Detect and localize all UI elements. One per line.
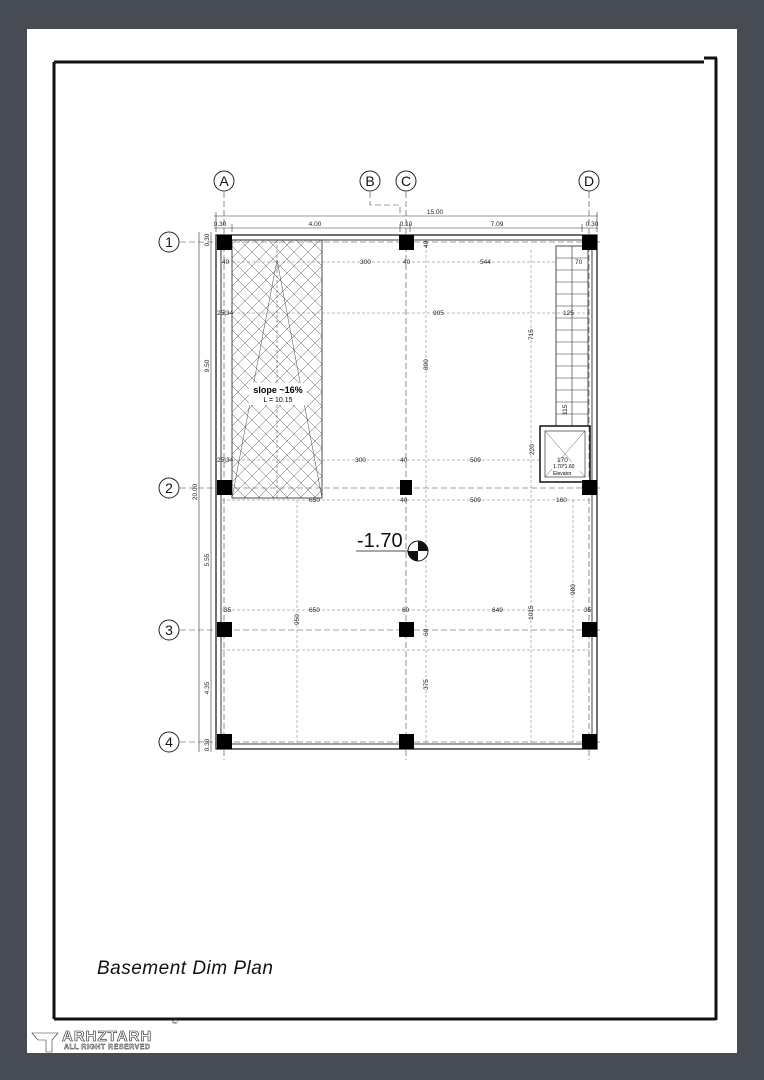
dim-int-18: 160 [556, 497, 567, 504]
column [217, 235, 232, 250]
dim-int-28: 980 [570, 584, 577, 595]
dim-int-26: 950 [294, 614, 301, 625]
logo-subtitle: ALL RIGHT RESERVED [64, 1044, 151, 1051]
dim-left-overall: 20.00 [192, 483, 199, 501]
ramp [232, 240, 322, 498]
dim-int-29: 375 [423, 679, 430, 690]
column [400, 480, 412, 495]
grid-column-A [214, 171, 234, 191]
dim-int-17: 509 [470, 497, 481, 504]
dim-int-16: 40 [400, 497, 408, 504]
dim-top-seg-2: 4.00 [308, 221, 322, 228]
column [217, 480, 232, 495]
dim-int-2: 300 [360, 259, 371, 266]
dim-top-seg-4: 7.09 [490, 221, 504, 228]
dim-int-12: 509 [470, 457, 481, 464]
dim-top-seg-5: 0.30 [585, 221, 599, 228]
dim-int-7: 905 [433, 310, 444, 317]
dim-int-32: 40 [423, 240, 430, 248]
dim-int-9: 25|34 [217, 457, 234, 464]
column [582, 235, 597, 250]
dim-int-6: 25|34 [217, 310, 234, 317]
dim-int-1: 40 [222, 259, 230, 266]
grid-label-2: 2 [165, 480, 173, 496]
dim-top-seg-1: 0.30 [213, 221, 227, 228]
column [217, 622, 232, 637]
level-value: -1.70 [357, 530, 403, 552]
dim-left-seg-5: 0.30 [204, 738, 211, 752]
dim-int-14: 170 [557, 457, 568, 464]
grid-column-C [396, 171, 416, 191]
grid-row-4 [159, 732, 179, 752]
dim-left-seg-3: 5.55 [204, 553, 211, 567]
dim-int-15: 650 [309, 497, 320, 504]
slope-label: slope ~16% [253, 385, 303, 395]
grid-label-1: 1 [165, 234, 173, 250]
grid-label-A: A [219, 173, 229, 189]
column [582, 734, 597, 749]
elevator-label: Elevator [553, 471, 572, 477]
dim-int-23: 35 [584, 607, 592, 614]
dim-int-5: 70 [575, 259, 583, 266]
dim-left-seg-2: 9.50 [204, 359, 211, 373]
grid-row-1 [159, 232, 179, 252]
dim-int-27: 1015 [528, 605, 535, 620]
dim-left-seg-4: 4.35 [204, 681, 211, 695]
dim-left-seg-1: 0.30 [204, 233, 211, 247]
dim-int-10: 300 [355, 457, 366, 464]
elevator-size: 1.70*1.60 [553, 464, 575, 470]
grid-label-3: 3 [165, 622, 173, 638]
logo-text: ARHZTARH [62, 1028, 153, 1045]
grid-row-3 [159, 620, 179, 640]
dim-int-19: 35 [224, 607, 232, 614]
dim-int-4: 544 [480, 259, 491, 266]
dim-int-22: 649 [492, 607, 503, 614]
logo-mark: © [172, 1017, 178, 1026]
column [582, 622, 597, 637]
grid-label-D: D [583, 173, 595, 189]
column [399, 235, 414, 250]
dim-int-24: 890 [423, 359, 430, 370]
dim-int-30: 60 [423, 628, 430, 636]
dim-top-seg-3: 0.10 [399, 221, 413, 228]
slope-length: L = 10.15 [263, 397, 293, 404]
grid-label-4: 4 [165, 734, 173, 750]
grid-label-C: C [400, 173, 412, 189]
drawing-title: Basement Dim Plan [97, 958, 274, 979]
grid-column-D [579, 171, 599, 191]
grid-row-2 [159, 478, 179, 498]
dim-int-11: 40 [400, 457, 408, 464]
column [399, 734, 414, 749]
grid-column-B [360, 171, 380, 191]
dim-top-overall: 15.00 [426, 209, 444, 216]
dim-int-8: 125 [563, 310, 574, 317]
grid-label-B: B [365, 173, 375, 189]
dim-int-31: 115 [562, 404, 569, 415]
dim-int-3: 40 [403, 259, 411, 266]
dim-int-20: 650 [309, 607, 320, 614]
dim-int-21: 60 [402, 607, 410, 614]
column [399, 622, 414, 637]
dim-int-13: 220 [529, 444, 536, 455]
column [217, 734, 232, 749]
dim-int-25: 715 [528, 329, 535, 340]
column [582, 480, 597, 495]
